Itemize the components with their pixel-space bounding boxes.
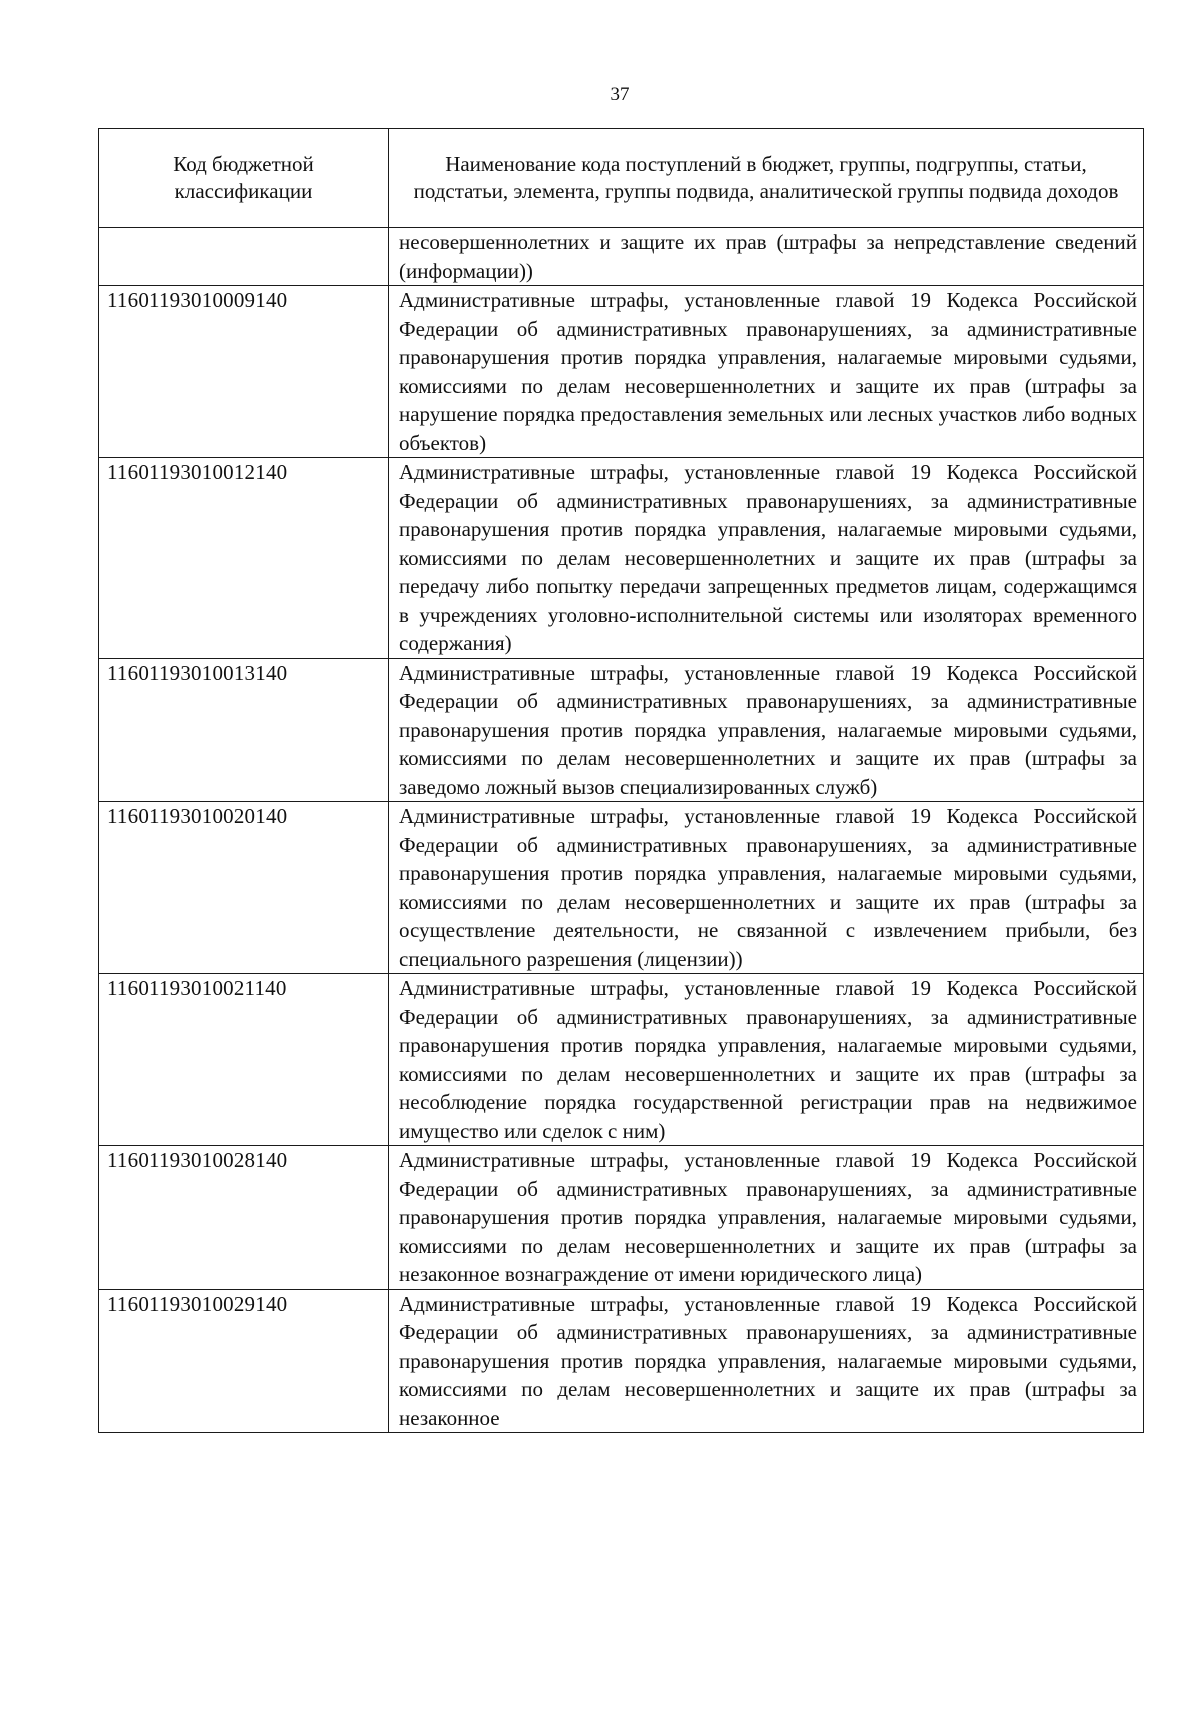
page-number: 37 (610, 84, 630, 105)
row-description: Административные штрафы, установленные главой 19 Кодекса Российской Федерации об административных правонарушениях, за административные правонарушения против порядка управления, налагаемые мировыми судьями, комиссиями по делам несовершеннолетних и защите их прав (штрафы за нарушение порядка предоставления земельных или лесных участков либо водных объектов) (389, 286, 1144, 458)
row-code: 11601193010012140 (99, 458, 389, 659)
table-row (99, 658, 1144, 802)
header-name: Наименование кода поступлений в бюджет, группы, подгруппы, статьи, подстатьи, элемента, группы подвида, аналитической группы подвида доходов (389, 129, 1144, 228)
row-description: Административные штрафы, установленные главой 19 Кодекса Российской Федерации об административных правонарушениях, за административные правонарушения против порядка управления, налагаемые мировыми судьями, комиссиями по делам несовершеннолетних и защите их прав (штрафы за незаконное вознаграждение от имени юридического лица) (389, 1146, 1144, 1290)
table-header-row (99, 129, 1144, 228)
row-code: 11601193010020140 (99, 802, 389, 974)
row-code: 11601193010029140 (99, 1289, 389, 1433)
row-code: 11601193010021140 (99, 974, 389, 1146)
budget-codes-table-wrapper (98, 128, 1143, 1433)
row-code: 11601193010009140 (99, 286, 389, 458)
table-row (99, 228, 1144, 286)
table-row (99, 458, 1144, 659)
row-code: 11601193010013140 (99, 658, 389, 802)
table-row (99, 286, 1144, 458)
row-description: Административные штрафы, установленные главой 19 Кодекса Российской Федерации об административных правонарушениях, за административные правонарушения против порядка управления, налагаемые мировыми судьями, комиссиями по делам несовершеннолетних и защите их прав (штрафы за осуществление деятельности, не связанной с извлечением прибыли, без специального разрешения (лицензии)) (389, 802, 1144, 974)
table-row (99, 802, 1144, 974)
table-row (99, 1146, 1144, 1290)
row-description: Административные штрафы, установленные главой 19 Кодекса Российской Федерации об административных правонарушениях, за административные правонарушения против порядка управления, налагаемые мировыми судьями, комиссиями по делам несовершеннолетних и защите их прав (штрафы за несоблюдение порядка государственной регистрации прав на недвижимое имущество или сделок с ним) (389, 974, 1144, 1146)
row-description: несовершеннолетних и защите их прав (штрафы за непредставление сведений (информации)) (389, 228, 1144, 286)
header-code: Код бюджетной классификации (99, 129, 389, 228)
budget-codes-table (98, 128, 1144, 1433)
row-description: Административные штрафы, установленные главой 19 Кодекса Российской Федерации об административных правонарушениях, за административные правонарушения против порядка управления, налагаемые мировыми судьями, комиссиями по делам несовершеннолетних и защите их прав (штрафы за заведомо ложный вызов специализированных служб) (389, 658, 1144, 802)
table-row (99, 1289, 1144, 1433)
row-code: 11601193010028140 (99, 1146, 389, 1290)
row-code (99, 228, 389, 286)
row-description: Административные штрафы, установленные главой 19 Кодекса Российской Федерации об административных правонарушениях, за административные правонарушения против порядка управления, налагаемые мировыми судьями, комиссиями по делам несовершеннолетних и защите их прав (штрафы за незаконное (389, 1289, 1144, 1433)
row-description: Административные штрафы, установленные главой 19 Кодекса Российской Федерации об административных правонарушениях, за административные правонарушения против порядка управления, налагаемые мировыми судьями, комиссиями по делам несовершеннолетних и защите их прав (штрафы за передачу либо попытку передачи запрещенных предметов лицам, содержащимся в учреждениях уголовно-исполнительной системы или изоляторах временного содержания) (389, 458, 1144, 659)
table-row (99, 974, 1144, 1146)
